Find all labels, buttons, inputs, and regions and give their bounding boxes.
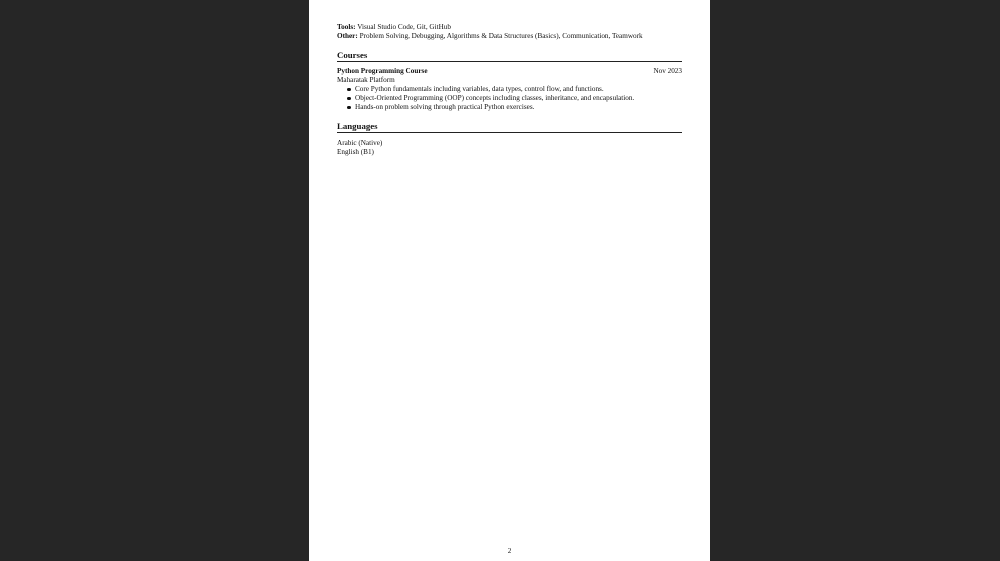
page-number: 2 bbox=[507, 547, 512, 555]
document-page bbox=[309, 0, 710, 561]
skills-other-label: Other: bbox=[337, 32, 358, 40]
page-content bbox=[337, 23, 682, 157]
languages-list bbox=[337, 139, 682, 157]
courses-heading: Courses bbox=[337, 51, 682, 62]
course-entry-header bbox=[337, 67, 682, 76]
course-bullet: Hands-on problem solving through practical Python exercises. bbox=[355, 103, 682, 112]
languages-heading: Languages bbox=[337, 122, 682, 133]
course-date: Nov 2023 bbox=[653, 67, 682, 75]
course-bullet-list bbox=[337, 85, 682, 112]
course-entry bbox=[337, 67, 682, 112]
skills-tools-line bbox=[337, 23, 682, 32]
skills-tools-value: Visual Studio Code, Git, GitHub bbox=[357, 23, 451, 31]
skills-other-value: Problem Solving, Debugging, Algorithms & Data Structures (Basics), Communication, Teamwork bbox=[359, 32, 643, 40]
language-item: English (B1) bbox=[337, 148, 374, 156]
course-bullet: Object-Oriented Programming (OOP) concepts including classes, inheritance, and encapsulation. bbox=[355, 94, 682, 103]
language-item: Arabic (Native) bbox=[337, 139, 383, 147]
course-provider: Maharatak Platform bbox=[337, 76, 395, 84]
skills-tools-label: Tools: bbox=[337, 23, 356, 31]
course-bullet: Core Python fundamentals including variables, data types, control flow, and functions. bbox=[355, 85, 682, 94]
skills-other-line bbox=[337, 32, 682, 41]
course-title: Python Programming Course bbox=[337, 67, 428, 75]
